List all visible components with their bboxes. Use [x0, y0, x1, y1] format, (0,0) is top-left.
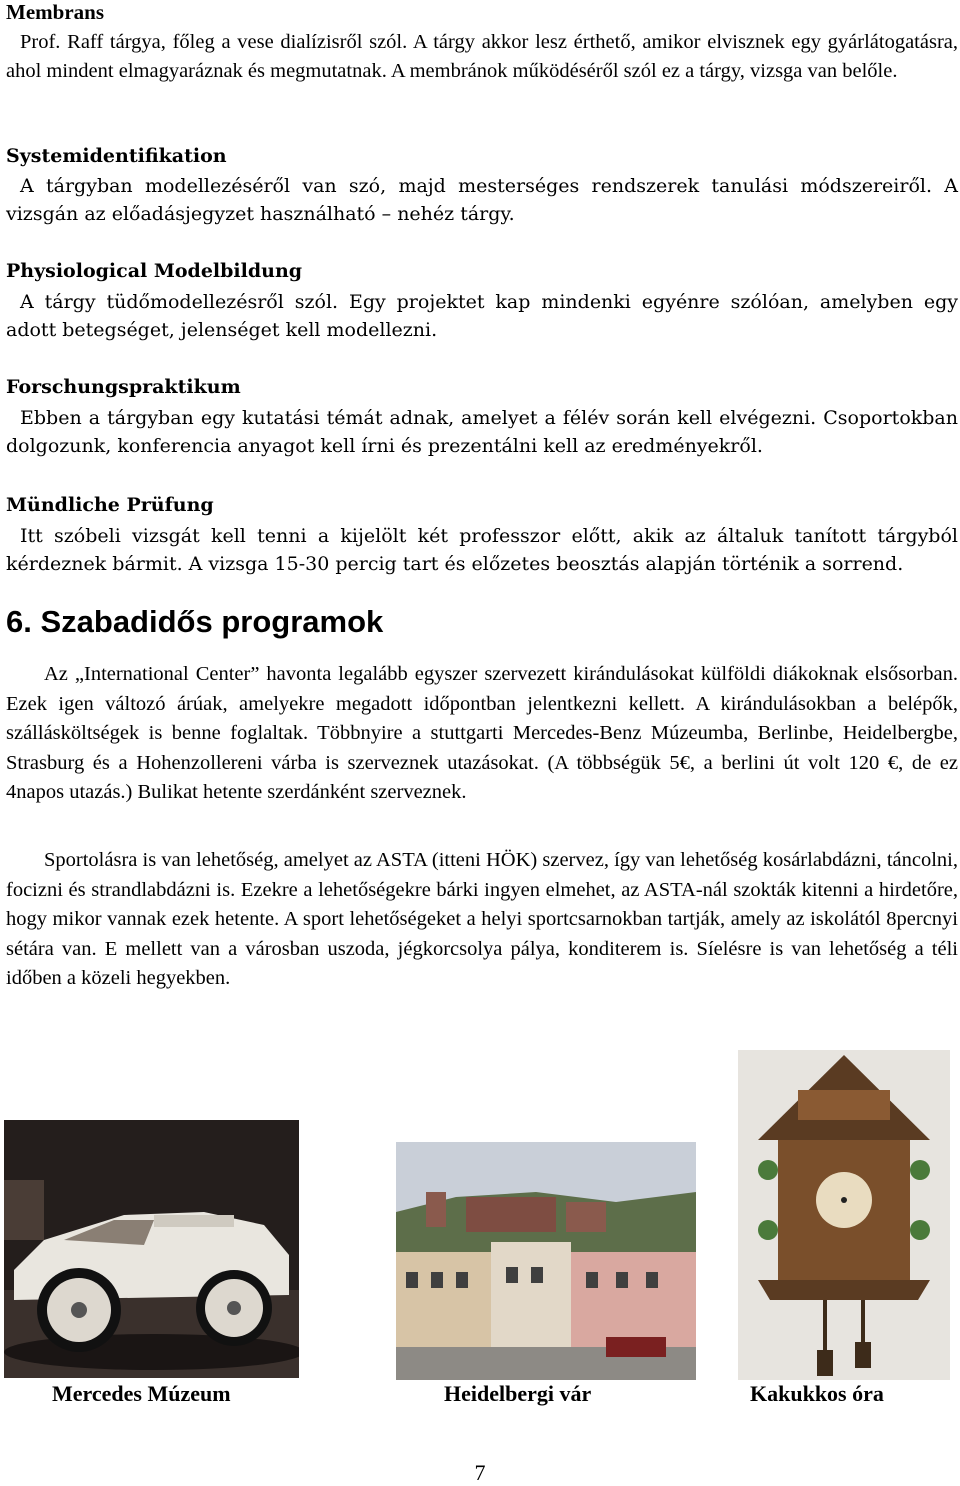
course-title-forschungspraktikum: Forschungspraktikum — [6, 376, 241, 398]
section-title: 6. Szabadidős programok — [6, 604, 384, 639]
leisure-paragraph-trips: Az „International Center” havonta legalább egyszer szervezett kirándulásokat külföldi diákoknak elsősorban. Ezek igen változó árúak, amelyekre megadott időpontban jelentkezni kellett. A kirándulásokban a belépők, szállásköltségek is benne foglaltak. Többnyire a stuttgarti Mercedes-Benz Múzeumba, Berlinbe, Heidelbergbe, Strasburg és a Hohenzollereni várba is szerveznek utazásokat. (A többségük 5€, a berlini út volt 120 €, de ez 4napos utazás.) Bulikat hetente szerdánként szerveznek. — [6, 663, 958, 803]
course-text-systemidentifikation: A tárgyban modellezéséről van szó, majd mesterséges rendszerek tanulási módszereiről. A vizsgán az előadásjegyzet használható – nehéz tárgy. — [6, 175, 958, 225]
course-title-membrans: Membrans — [6, 0, 104, 24]
course-text-mundliche-prufung: Itt szóbeli vizsgát kell tenni a kijelölt két professzor előtt, akik az általuk tanított tárgyból kérdeznek bármit. A vizsga 15-30 percig tart és előzetes beosztás alapján történik a sorrend. — [6, 525, 958, 575]
course-title-mundliche-prufung: Mündliche Prüfung — [6, 494, 214, 516]
course-text-physiological-modelbildung: A tárgy tüdőmodellezésről szól. Egy projektet kap mindenki egyénre szólóan, amelyben egy adott betegséget, jelenséget kell modellezni. — [6, 291, 958, 341]
leisure-paragraph-sports: Sportolásra is van lehetőség, amelyet az ASTA (itteni HÖK) szervez, így van lehetőség kosárlabdázni, táncolni, focizni és strandlabdázni is. Ezekre a lehetőségekre bárki ingyen elmehet, az ASTA-nál szokták kitenni a hirdetőre, hogy mikor vannak ezek hetente. A sport lehetőségeket a helyi sportcsarnokban tartják, amely az iskolától 8percnyi sétára van. E mellett van a városban uszoda, jégkorcsolya pálya, konditerem is. Síelésre is van lehetőség a téli időben a közeli hegyekben. — [6, 849, 958, 989]
caption-heidelberg-castle: Heidelbergi vár — [444, 1381, 592, 1406]
photo-cuckoo-clock — [738, 1050, 950, 1380]
photo-heidelberg-castle — [396, 1142, 696, 1380]
caption-mercedes-museum: Mercedes Múzeum — [52, 1381, 231, 1406]
course-title-physiological-modelbildung: Physiological Modelbildung — [6, 260, 303, 282]
page-number: 7 — [474, 1460, 486, 1485]
caption-cuckoo-clock: Kakukkos óra — [750, 1381, 884, 1406]
course-text-forschungspraktikum: Ebben a tárgyban egy kutatási témát adnak, amelyet a félév során kell elvégezni. Csoportokban dolgozunk, konferencia anyagot kell írni és prezentálni kell az eredményekről. — [6, 407, 958, 457]
course-title-systemidentifikation: Systemidentifikation — [6, 145, 227, 167]
course-text-membrans: Prof. Raff tárgya, főleg a vese dialízisről szól. A tárgy akkor lesz érthető, amikor elvisznek egy gyárlátogatásra, ahol mindent elmagyaráznak és megmutatnak. A membránok működéséről szól ez a tárgy, vizsga van belőle. — [6, 31, 958, 82]
photo-mercedes-museum — [4, 1120, 299, 1378]
